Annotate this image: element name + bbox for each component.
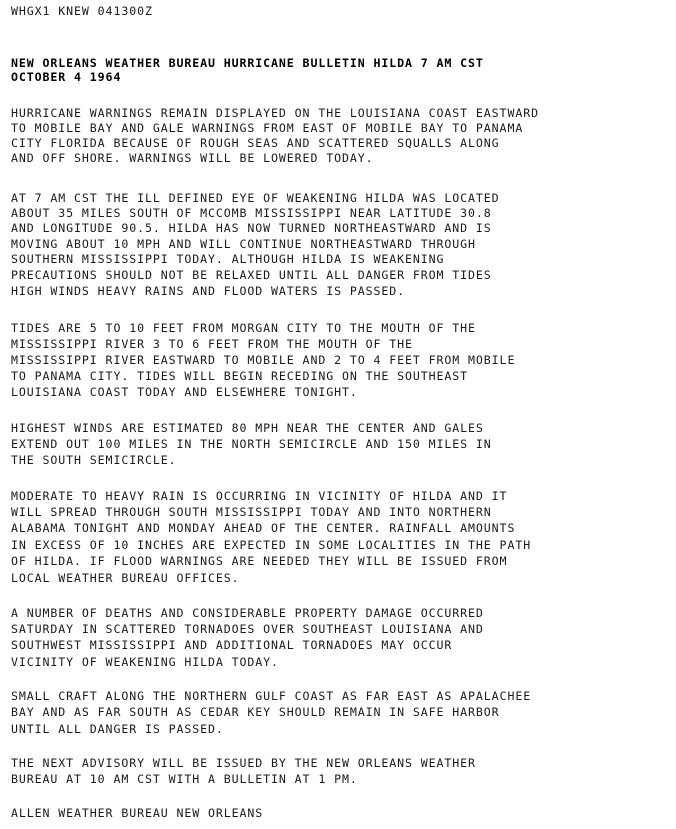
paragraph-line: IN EXCESS OF 10 INCHES ARE EXPECTED IN SOME LOCALITIES IN THE PATH (11, 538, 532, 552)
paragraph-line: WILL SPREAD THROUGH SOUTH MISSISSIPPI TODAY AND INTO NORTHERN (11, 505, 492, 519)
paragraph-line: UNTIL ALL DANGER IS PASSED. (11, 722, 224, 736)
paragraph-line: SMALL CRAFT ALONG THE NORTHERN GULF COAST AS FAR EAST AS APALACHEE (11, 689, 532, 703)
paragraph-line: LOUISIANA COAST TODAY AND ELSEWHERE TONIGHT. (11, 385, 358, 399)
paragraph-line: THE SOUTH SEMICIRCLE. (11, 453, 177, 467)
paragraph-line: LOCAL WEATHER BUREAU OFFICES. (11, 571, 240, 585)
paragraph-line: HURRICANE WARNINGS REMAIN DISPLAYED ON THE LOUISIANA COAST EASTWARD (11, 106, 539, 120)
paragraph-line: MOVING ABOUT 10 MPH AND WILL CONTINUE NORTHEASTWARD THROUGH (11, 237, 476, 251)
header-code: WHGX1 KNEW 041300Z (11, 4, 153, 18)
paragraph-line: OF HILDA. IF FLOOD WARNINGS ARE NEEDED THEY WILL BE ISSUED FROM (11, 554, 508, 568)
paragraph-line: MISSISSIPPI RIVER EASTWARD TO MOBILE AND 2 TO 4 FEET FROM MOBILE (11, 353, 516, 367)
paragraph-line: BUREAU AT 10 AM CST WITH A BULLETIN AT 1 PM. (11, 772, 358, 786)
paragraph-line: TO PANAMA CITY. TIDES WILL BEGIN RECEDING ON THE SOUTHEAST (11, 369, 469, 383)
paragraph-line: THE NEXT ADVISORY WILL BE ISSUED BY THE NEW ORLEANS WEATHER (11, 756, 476, 770)
paragraph-line: ALABAMA TONIGHT AND MONDAY AHEAD OF THE CENTER. RAINFALL AMOUNTS (11, 521, 516, 535)
bulletin-title-line-1: NEW ORLEANS WEATHER BUREAU HURRICANE BULLETIN HILDA 7 AM CST (11, 56, 484, 70)
paragraph-line: PRECAUTIONS SHOULD NOT BE RELAXED UNTIL ALL DANGER FROM TIDES (11, 268, 492, 282)
paragraph-line: ABOUT 35 MILES SOUTH OF MCCOMB MISSISSIPPI NEAR LATITUDE 30.8 (11, 206, 492, 220)
paragraph-line: A NUMBER OF DEATHS AND CONSIDERABLE PROPERTY DAMAGE OCCURRED (11, 606, 484, 620)
paragraph-line: SOUTHWEST MISSISSIPPI AND ADDITIONAL TORNADOES MAY OCCUR (11, 638, 453, 652)
paragraph-line: BAY AND AS FAR SOUTH AS CEDAR KEY SHOULD REMAIN IN SAFE HARBOR (11, 705, 500, 719)
paragraph-line: VICINITY OF WEAKENING HILDA TODAY. (11, 655, 279, 669)
paragraph-line: SOUTHERN MISSISSIPPI TODAY. ALTHOUGH HILDA IS WEAKENING (11, 252, 445, 266)
paragraph-line: HIGH WINDS HEAVY RAINS AND FLOOD WATERS IS PASSED. (11, 284, 406, 298)
paragraph-line: AT 7 AM CST THE ILL DEFINED EYE OF WEAKENING HILDA WAS LOCATED (11, 191, 500, 205)
paragraph-line: CITY FLORIDA BECAUSE OF ROUGH SEAS AND SCATTERED SQUALLS ALONG (11, 136, 500, 150)
paragraph-line: MODERATE TO HEAVY RAIN IS OCCURRING IN VICINITY OF HILDA AND IT (11, 489, 508, 503)
paragraph-line: SATURDAY IN SCATTERED TORNADOES OVER SOUTHEAST LOUISIANA AND (11, 622, 484, 636)
paragraph-line: TIDES ARE 5 TO 10 FEET FROM MORGAN CITY TO THE MOUTH OF THE (11, 321, 476, 335)
paragraph-line: HIGHEST WINDS ARE ESTIMATED 80 MPH NEAR THE CENTER AND GALES (11, 421, 484, 435)
paragraph-line: AND OFF SHORE. WARNINGS WILL BE LOWERED TODAY. (11, 151, 374, 165)
paragraph-line: TO MOBILE BAY AND GALE WARNINGS FROM EAST OF MOBILE BAY TO PANAMA (11, 121, 524, 135)
paragraph-line: AND LONGITUDE 90.5. HILDA HAS NOW TURNED NORTHEASTWARD AND IS (11, 221, 492, 235)
paragraph-line: EXTEND OUT 100 MILES IN THE NORTH SEMICIRCLE AND 150 MILES IN (11, 437, 492, 451)
paragraph-line: MISSISSIPPI RIVER 3 TO 6 FEET FROM THE MOUTH OF THE (11, 337, 413, 351)
bulletin-title-line-2: OCTOBER 4 1964 (11, 70, 122, 84)
signature: ALLEN WEATHER BUREAU NEW ORLEANS (11, 806, 264, 820)
